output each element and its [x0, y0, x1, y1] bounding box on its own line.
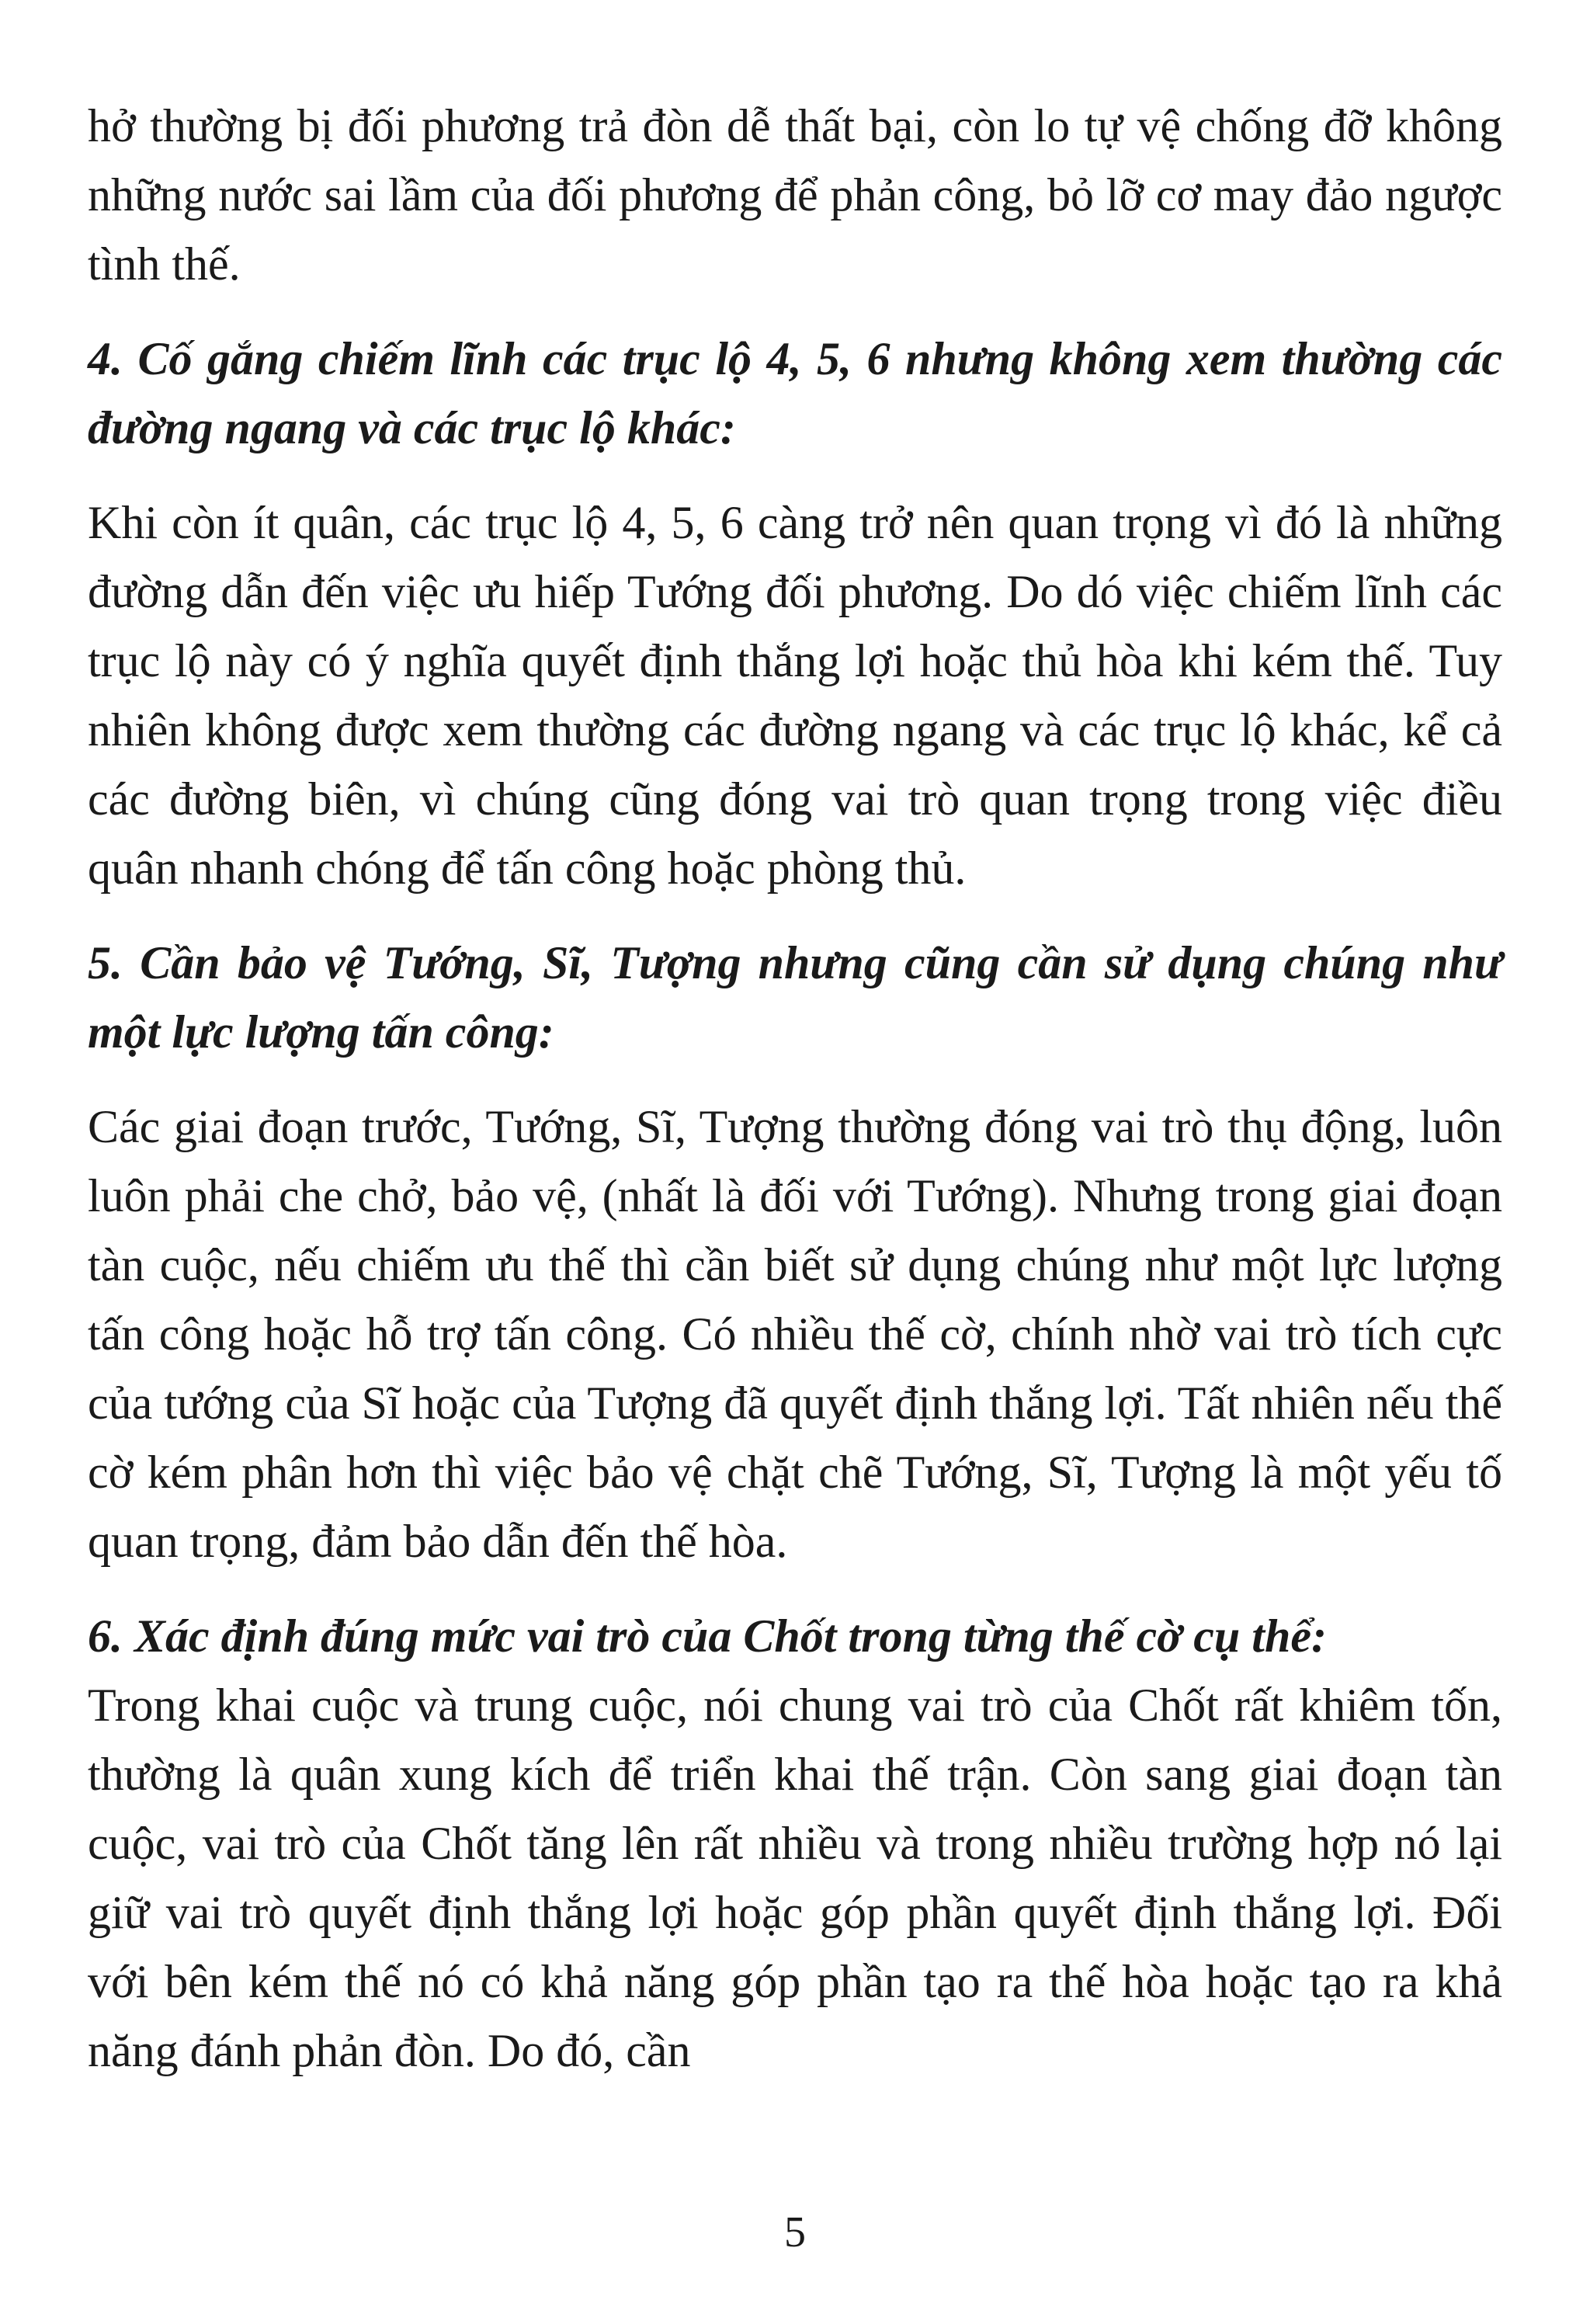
heading-section-4: 4. Cố gắng chiếm lĩnh các trục lộ 4, 5, 6 nhưng không xem thường các đường ngang và các trục lộ khác: [88, 333, 1502, 453]
heading-section-5: 5. Cần bảo vệ Tướng, Sĩ, Tượng nhưng cũng cần sử dụng chúng như một lực lượng tấn công: [88, 937, 1502, 1058]
heading-section-6: 6. Xác định đúng mức vai trò của Chốt trong từng thế cờ cụ thể: [88, 1610, 1327, 1662]
paragraph-section-6: Trong khai cuộc và trung cuộc, nói chung vai trò của Chốt rất khiêm tốn, thường là quân xung kích để triển khai thế trận. Còn sang giai đoạn tàn cuộc, vai trò của Chốt tăng lên rất nhiều và trong nhiều trường hợp nó lại giữ vai trò quyết định thắng lợi hoặc góp phần quyết định thắng lợi. Đối với bên kém thế nó có khả năng góp phần tạo ra thế hòa hoặc tạo ra khả năng đánh phản đòn. Do đó, cần [88, 1680, 1502, 2076]
paragraph-section-4: Khi còn ít quân, các trục lộ 4, 5, 6 càng trở nên quan trọng vì đó là những đường dẫn đến việc ưu hiếp Tướng đối phương. Do dó việc chiếm lĩnh các trục lộ này có ý nghĩa quyết định thắng lợi hoặc thủ hòa khi kém thế. Tuy nhiên không được xem thường các đường ngang và các trục lộ khác, kể cả các đường biên, vì chúng cũng đóng vai trò quan trọng trong việc điều quân nhanh chóng để tấn công hoặc phòng thủ. [88, 497, 1502, 894]
page-number: 5 [784, 2208, 806, 2256]
paragraph-section-5: Các giai đoạn trước, Tướng, Sĩ, Tượng thường đóng vai trò thụ động, luôn luôn phải che chở, bảo vệ, (nhất là đối với Tướng). Nhưng trong giai đoạn tàn cuộc, nếu chiếm ưu thế thì cần biết sử dụng chúng như một lực lượng tấn công hoặc hỗ trợ tấn công. Có nhiều thế cờ, chính nhờ vai trò tích cực của tướng của Sĩ hoặc của Tượng đã quyết định thắng lợi. Tất nhiên nếu thế cờ kém phân hơn thì việc bảo vệ chặt chẽ Tướng, Sĩ, Tượng là một yếu tố quan trọng, đảm bảo dẫn đến thế hòa. [88, 1101, 1502, 1567]
page-content [88, 92, 1502, 2086]
paragraph-continuation: hở thường bị đối phương trả đòn dễ thất bại, còn lo tự vệ chống đỡ không những nước sai lầm của đối phương để phản công, bỏ lỡ cơ may đảo ngược tình thế. [88, 100, 1502, 290]
